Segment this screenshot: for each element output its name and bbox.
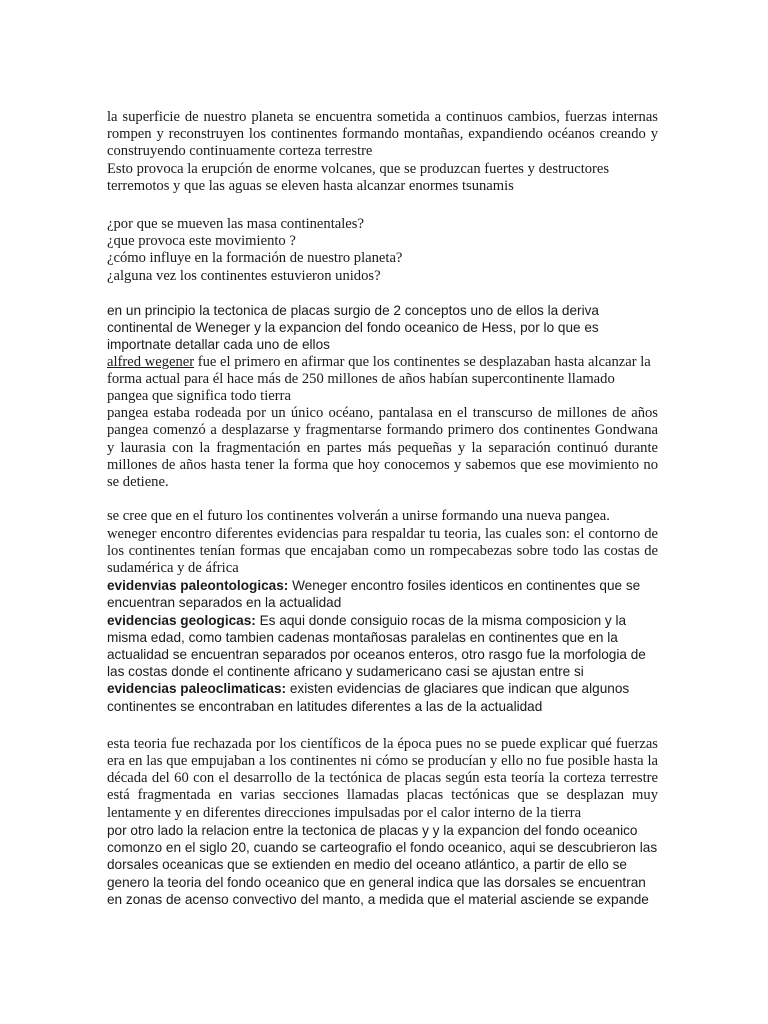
spacer <box>107 195 658 216</box>
evidence-text: Weneger encontro fosiles identicos en continentes que se encuentran separados en la actualidad <box>107 578 641 611</box>
evidence-label: evidencias paleoclimaticas: <box>107 681 287 697</box>
ocean-floor-paragraph: por otro lado la relacion entre la tectonica de placas y y la expancion del fondo oceanico comonzo en el siglo 20, cuando se carteografio el fondo oceanico, aqui se descubrieron las dorsales oceanicas que se extienden en medio del oceano atlántico, a partir de ello se genero la teoria del fondo oceanico que en general indica que las dorsales se encuentran en zonas de acenso convectivo del manto, a medida que el material asciende se expande <box>107 822 658 907</box>
evidence-label: evidenvias paleontologicas: <box>107 578 289 594</box>
spacer <box>107 285 658 302</box>
evidence-text: existen evidencias de glaciares que indican que algunos continentes se encontraban en latitudes diferentes a las de la actualidad <box>107 681 630 714</box>
spacer <box>107 491 658 508</box>
question-line: ¿alguna vez los continentes estuvieron unidos? <box>107 267 381 284</box>
evidence-item <box>107 612 658 681</box>
evidence-text: Es aqui donde consiguio rocas de la misma composicion y la misma edad, como tambien cadenas montañosas paralelas en continentes que en la actualidad se encuentran separados por oceanos enteros, otro rasgo fue la morfologia de las costas donde el continente africano y sudamericano casi se ajustan entre si <box>107 612 646 680</box>
pangea-paragraph: pangea estaba rodeada por un único océano, pantalasa en el transcurso de millones de años pangea comenzó a desplazarse y fragmentarse formando primero dos continentes Gondwana y laurasia con la fragmentación en partes más pequeñas y la separación continuó durante millones de años hasta tener la forma que hoy conocemos y sabemos que ese movimiento no se detiene. <box>107 405 658 491</box>
evidence-item <box>107 680 658 714</box>
question-line: ¿que provoca este movimiento ? <box>107 233 296 250</box>
future-pangea-paragraph: se cree que en el futuro los continentes volverán a unirse formando una nueva pangea. <box>107 508 610 525</box>
spacer <box>107 715 658 736</box>
theory-rejected-paragraph: esta teoria fue rechazada por los científicos de la época pues no se puede explicar qué fuerzas era en las que empujaban a los continentes ni cómo se producían y ello no fue posible hasta la década del 60 con el desarrollo de la tectónica de placas según esta teoría la corteza terrestre está fragmentada en varias secciones llamadas placas tectónicas que se desplazan muy lentamente y en diferentes direcciones impulsadas por el calor interno de la tierra <box>107 735 658 821</box>
evidence-item <box>107 577 658 611</box>
intro-paragraph: la superficie de nuestro planeta se encuentra sometida a continuos cambios, fuerzas internas rompen y reconstruyen los continentes formando montañas, expandiendo océanos creando y construyendo continuamente corteza terrestre <box>107 109 658 160</box>
question-line: ¿por que se mueven las masa continentales? <box>107 216 364 233</box>
intro-paragraph-2: Esto provoca la erupción de enorme volcanes, que se produzcan fuertes y destructores terremotos y que las aguas se eleven hasta alcanzar enormes tsunamis <box>107 160 610 194</box>
tectonics-intro-paragraph: en un principio la tectonica de placas surgio de 2 conceptos uno de ellos la deriva continental de Weneger y la expancion del fondo oceanico de Hess, por lo que es importnate detallar cada uno de ellos <box>107 303 599 353</box>
evidence-label: evidencias geologicas: <box>107 612 256 628</box>
evidence-intro-paragraph: weneger encontro diferentes evidencias para respaldar tu teoria, las cuales son: el contorno de los continentes tenían formas que encajaban como un rompecabezas sobre todo las costas de sudamérica y de áfrica <box>107 525 658 577</box>
wegener-link[interactable]: alfred wegener <box>107 353 195 370</box>
wegener-paragraph <box>107 354 658 406</box>
question-line: ¿cómo influye en la formación de nuestro planeta? <box>107 250 403 267</box>
wegener-text: fue el primero en afirmar que los continentes se desplazaban hasta alcanzar la forma actual para él hace más de 250 millones de años habían supercontinente llamado pangea que significa todo tierra <box>107 353 651 405</box>
